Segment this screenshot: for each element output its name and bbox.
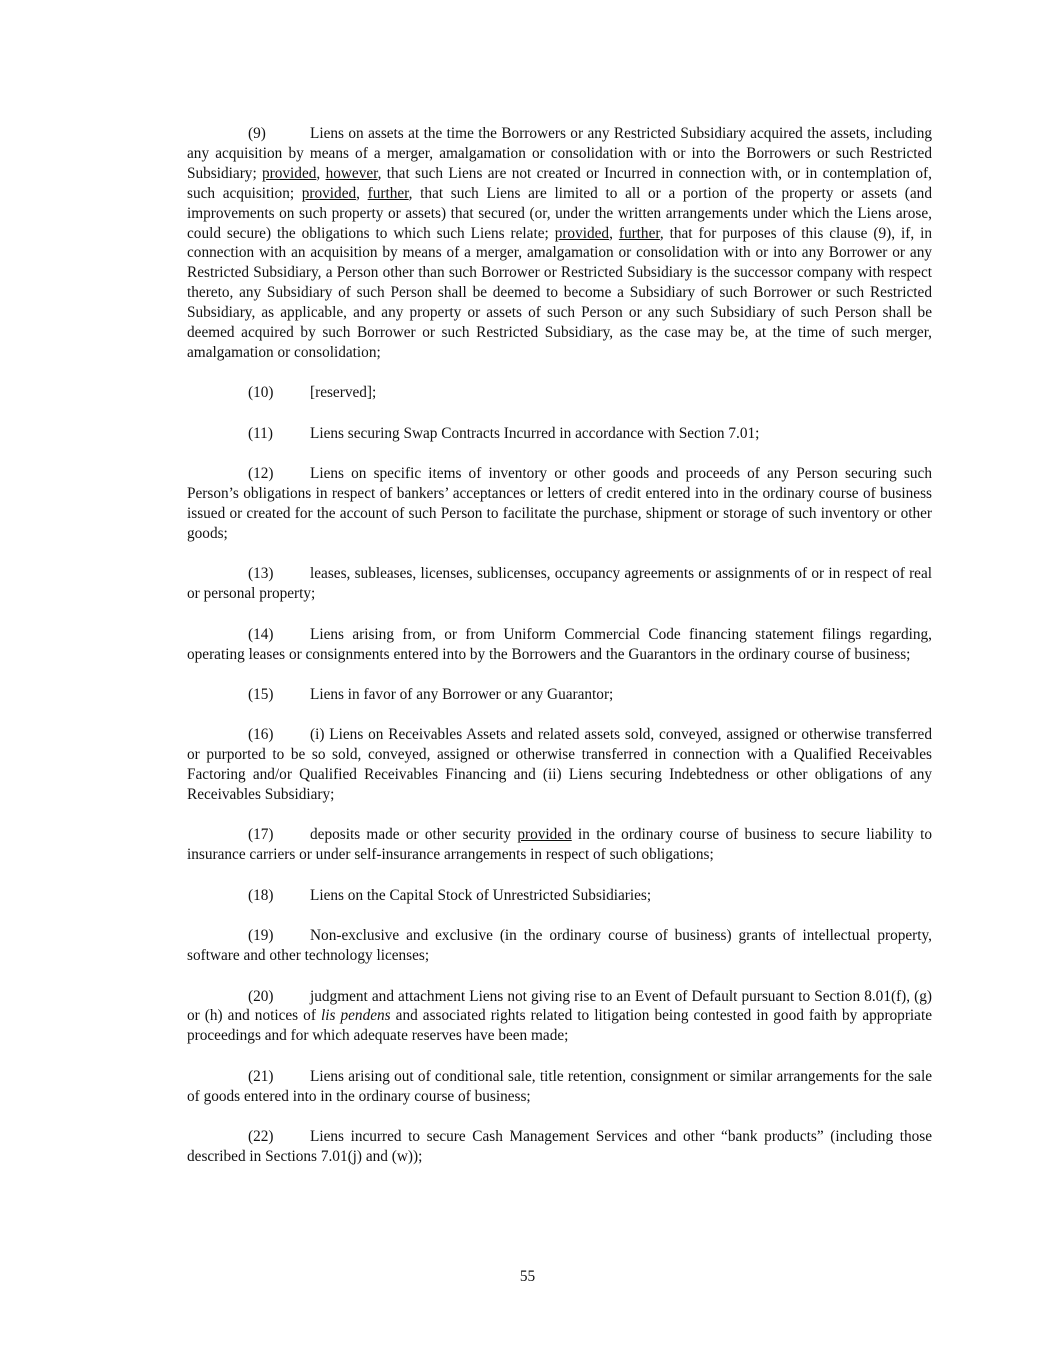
clause-number: (14) xyxy=(248,625,274,643)
clause-paragraph xyxy=(187,625,932,665)
underlined-term: provided xyxy=(517,826,572,844)
clause-text: , xyxy=(356,184,368,202)
clause-paragraph xyxy=(187,926,932,966)
clause-text: Liens incurred to secure Cash Management Services and other “bank products” (including those described in Sections 7.01(j) and (w)); xyxy=(187,1128,932,1165)
underlined-term: further xyxy=(367,184,409,202)
clause-text: , xyxy=(609,224,619,242)
clause-number: (19) xyxy=(248,927,274,945)
clause-text: Liens on the Capital Stock of Unrestricted Subsidiaries; xyxy=(310,886,652,904)
clause-text: Non-exclusive and exclusive (in the ordinary course of business) grants of intellectual property, software and other technology licenses; xyxy=(187,927,932,965)
clause-paragraph xyxy=(187,464,932,544)
page-number: 55 xyxy=(519,1268,536,1285)
document-body xyxy=(187,124,932,1187)
underlined-term: provided xyxy=(301,184,357,202)
clause-text: (i) Liens on Receivables Assets and related assets sold, conveyed, assigned or otherwise transferred or purported to be so sold, conveyed, assigned or otherwise transferred in connection with a Qualified Receivables Factoring and/or Qualified Receivables Financing and (ii) Liens securing Indebtedness or other obligations of any Receivables Subsidiary; xyxy=(187,726,932,804)
clause-number: (13) xyxy=(248,565,274,583)
clause-number: (17) xyxy=(248,826,274,844)
clause-text: , that such Liens are limited to all or a portion of the property or assets (and improvements on such property or assets) that secured (or, under the written arrangements under which the Liens arose, could secure) the obligations to which such Liens relate; xyxy=(187,184,932,242)
clause-paragraph xyxy=(187,886,932,906)
clause-paragraph xyxy=(187,124,932,363)
underlined-term: however xyxy=(325,164,378,182)
underlined-term: provided xyxy=(554,224,610,242)
clause-text: and associated rights related to litigation being contested in good faith by appropriate proceedings and for which adequate reserves have been made; xyxy=(187,1007,933,1045)
clause-paragraph xyxy=(187,383,932,403)
clause-number: (22) xyxy=(248,1128,274,1146)
clause-number: (16) xyxy=(248,726,274,744)
clause-text: Liens on assets at the time the Borrowers or any Restricted Subsidiary acquired the assets, including any acquisition by means of a merger, amalgamation or consolidation with or into the Borrowers or such Restricted Subsidiary; xyxy=(187,125,932,182)
clause-number: (10) xyxy=(248,384,274,402)
clause-paragraph xyxy=(187,1067,932,1107)
clause-number: (15) xyxy=(248,685,274,703)
clause-paragraph xyxy=(187,424,932,444)
clause-paragraph xyxy=(187,725,932,805)
clause-text: leases, subleases, licenses, sublicenses, occupancy agreements or assignments of or in respect of real or personal property; xyxy=(187,565,932,603)
clause-number: (21) xyxy=(248,1067,274,1085)
clause-number: (9) xyxy=(248,125,266,142)
clause-text: in the ordinary course of business to secure liability to insurance carriers or under self-insurance arrangements in respect of such obligations; xyxy=(187,826,933,864)
clause-text: , xyxy=(316,164,326,182)
clause-text: judgment and attachment Liens not giving rise to an Event of Default pursuant to Section 8.01(f), (g) or (h) and notices of xyxy=(187,987,932,1025)
underlined-term: provided xyxy=(262,164,317,182)
clause-number: (18) xyxy=(248,886,274,904)
clause-paragraph xyxy=(187,685,932,705)
clause-text: Liens securing Swap Contracts Incurred in accordance with Section 7.01; xyxy=(310,424,760,442)
clause-number: (20) xyxy=(248,987,274,1005)
clause-text: , that such Liens are not created or Incurred in connection with, or in contemplation of, such acquisition; xyxy=(187,164,932,202)
clause-text: deposits made or other security xyxy=(310,826,518,844)
clause-text: Liens on specific items of inventory or other goods and proceeds of any Person securing such Person’s obligations in respect of bankers’ acceptances or letters of credit entered into in the ordinary course of business issued or created for the account of such Person to facilitate the purchase, shipment or storage of such inventory or other goods; xyxy=(187,465,932,542)
clause-paragraph xyxy=(187,987,932,1047)
clause-number: (11) xyxy=(248,424,273,442)
italic-term: lis pendens xyxy=(320,1007,391,1025)
clause-number: (12) xyxy=(248,465,274,483)
clause-text: , that for purposes of this clause (9), if, in connection with an acquisition by means of a merger, amalgamation or consolidation with or into any Borrower or any Restricted Subsidiary, a Person other than such Borrower or Restricted Subsidiary is the successor company with respect thereto, any Subsidiary of such Person shall be deemed to become a Subsidiary of such Borrower or such Restricted Subsidiary, as applicable, and any property or assets of such Person or any such Subsidiary of such Person shall be deemed acquired by such Borrower or such Restricted Subsidiary, as the case may be, at the time of such merger, amalgamation or consolidation; xyxy=(187,224,932,361)
clause-text: Liens arising from, or from Uniform Commercial Code financing statement filings regarding, operating leases or consignments entered into by the Borrowers and the Guarantors in the ordinary course of business; xyxy=(187,625,932,663)
clause-text: [reserved]; xyxy=(310,384,377,402)
underlined-term: further xyxy=(618,224,660,242)
clause-paragraph xyxy=(187,1127,932,1167)
clause-text: Liens arising out of conditional sale, title retention, consignment or similar arrangements for the sale of goods entered into in the ordinary course of business; xyxy=(187,1067,932,1105)
clause-text: Liens in favor of any Borrower or any Guarantor; xyxy=(310,685,614,703)
clause-paragraph xyxy=(187,564,932,604)
clause-paragraph xyxy=(187,825,932,865)
